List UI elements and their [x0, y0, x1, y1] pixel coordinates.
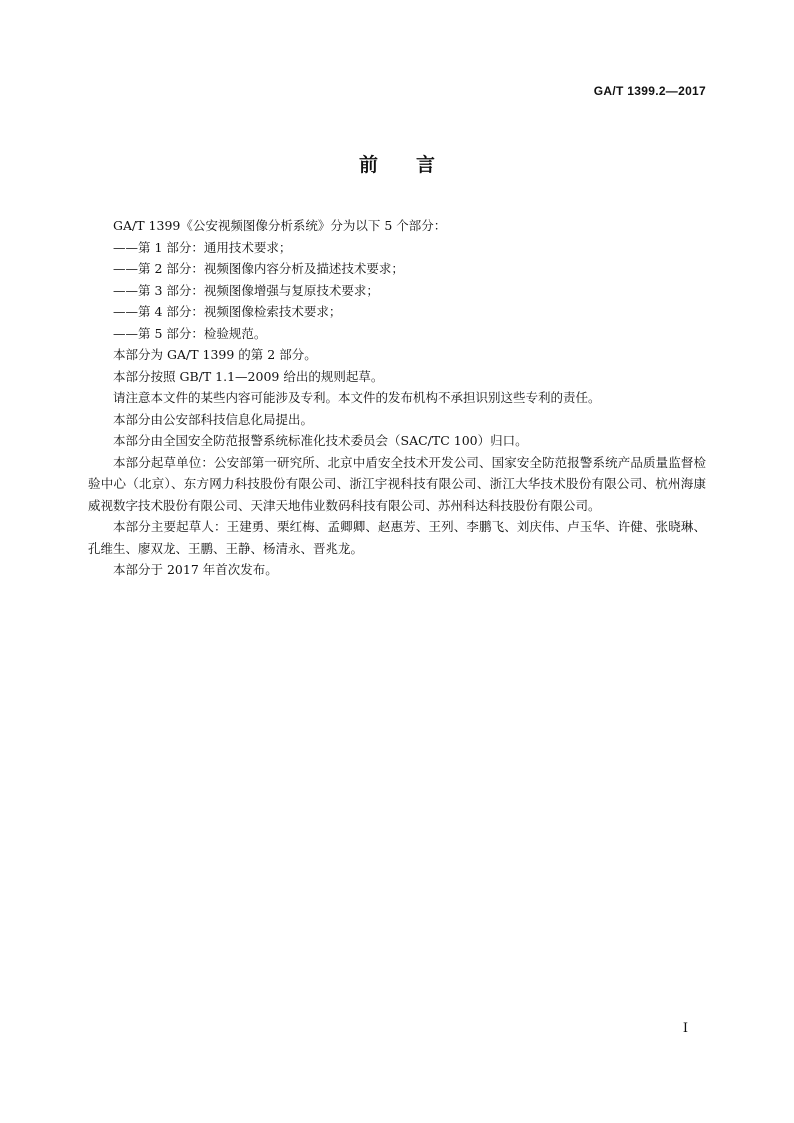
list-item-part-1: ——第 1 部分：通用技术要求； [113, 239, 292, 255]
list-item-part-4: ——第 4 部分：视频图像检索技术要求； [113, 304, 342, 319]
page-title: 前言 [358, 154, 473, 176]
paragraph-first-release: 本部分于 2017 年首次发布。 [113, 562, 278, 577]
paragraph-drafting-rules: 本部分按照 GB/T 1.1—2009 给出的规则起草。 [113, 368, 384, 384]
list-item-part-5: ——第 5 部分：检验规范。 [113, 325, 267, 341]
paragraph-administered-by: 本部分由全国安全防范报警系统标准化技术委员会（SAC/TC 100）归口。 [113, 433, 528, 448]
page-number: I [682, 1021, 688, 1036]
paragraph-proposed-by: 本部分由公安部科技信息化局提出。 [113, 411, 314, 427]
paragraph-part-statement: 本部分为 GA/T 1399 的第 2 部分。 [113, 347, 317, 362]
paragraph-drafting-units: 本部分起草单位：公安部第一研究所、北京中盾安全技术开发公司、国家安全防范报警系统产品质量监督检验中心（北京）、东方网力科技股份有限公司、浙江宇视科技有限公司、浙江大华技术股份有限公司、杭州海康威视数字技术股份有限公司、天津天地伟业数码科技有限公司、苏州科达科技股份有限公司。 [88, 454, 706, 513]
standard-code: GA/T 1399.2—2017 [593, 84, 706, 98]
list-item-part-3: ——第 3 部分：视频图像增强与复原技术要求； [113, 282, 379, 298]
paragraph-series-intro: GA/T 1399《公安视频图像分析系统》分为以下 5 个部分： [113, 218, 447, 233]
list-item-part-2: ——第 2 部分：视频图像内容分析及描述技术要求； [113, 261, 404, 276]
foreword-body [88, 215, 706, 581]
paragraph-patent-notice: 请注意本文件的某些内容可能涉及专利。本文件的发布机构不承担识别这些专利的责任。 [113, 390, 601, 405]
paragraph-drafters: 本部分主要起草人：王建勇、栗红梅、孟卿卿、赵惠芳、王列、李鹏飞、刘庆伟、卢玉华、许健、张晓琳、孔维生、廖双龙、王鹏、王静、杨清永、晋兆龙。 [88, 519, 706, 556]
